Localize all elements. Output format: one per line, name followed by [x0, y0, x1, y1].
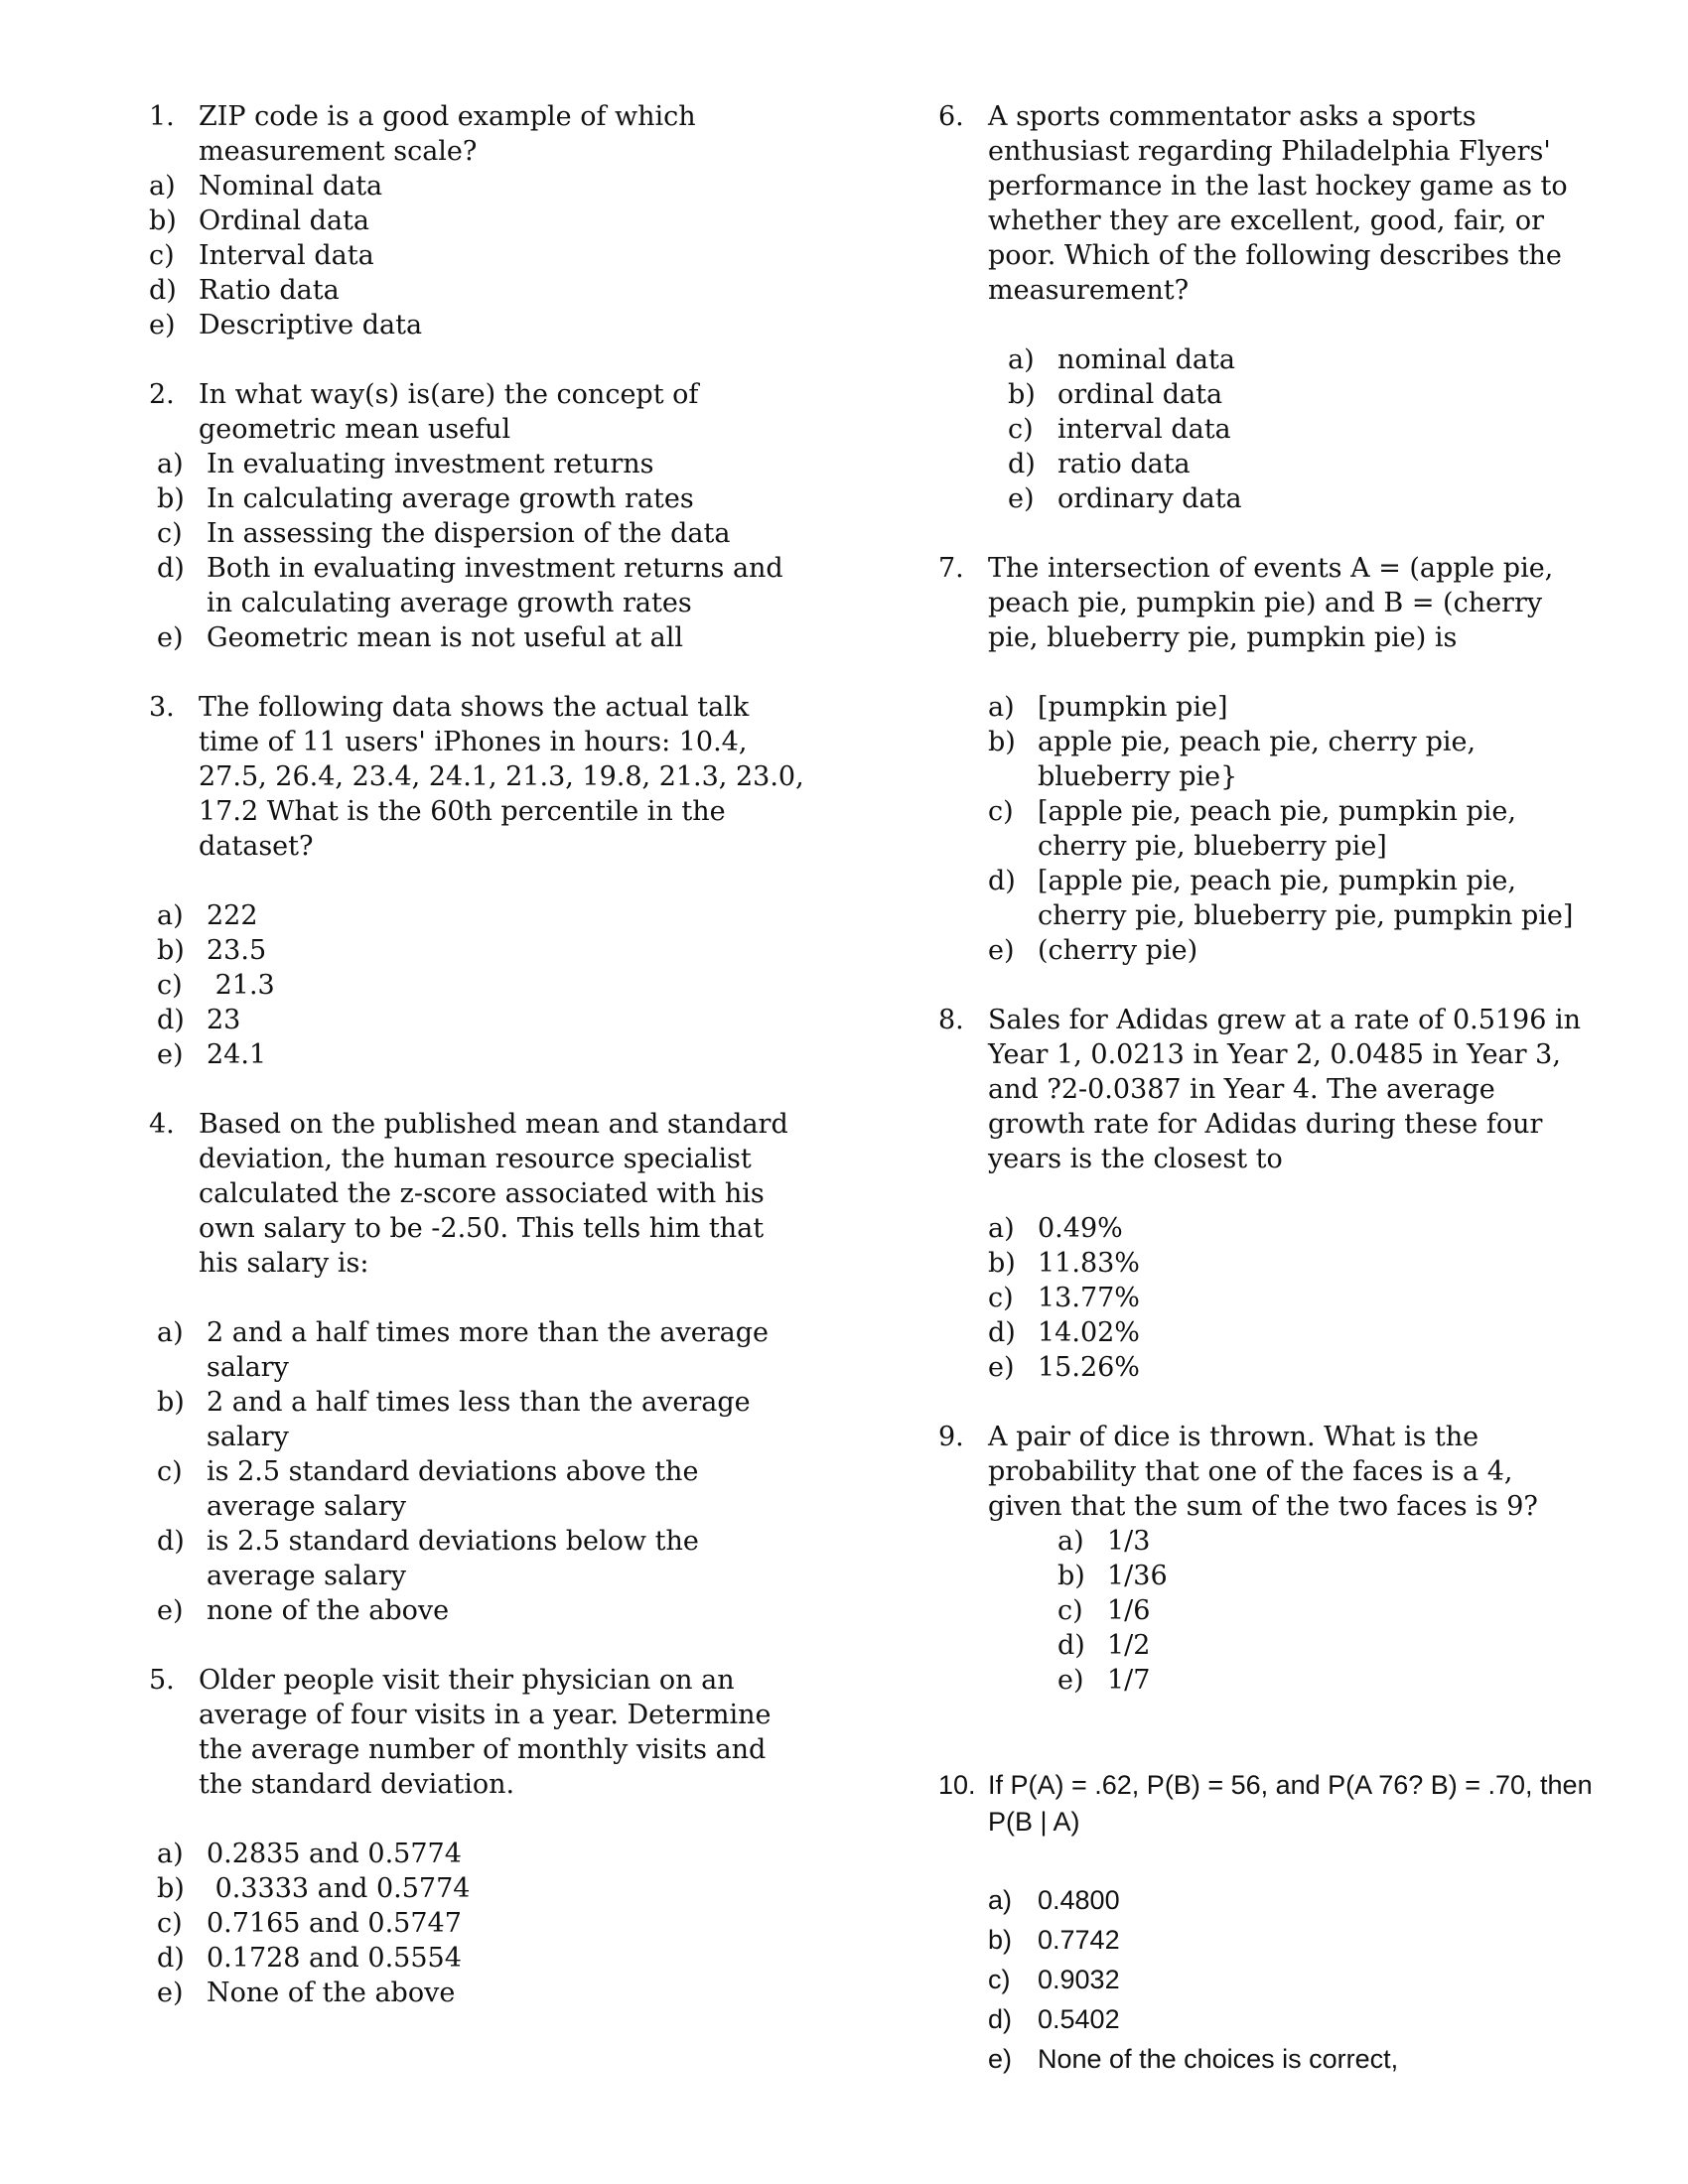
- question-number: 2.: [149, 379, 175, 410]
- option-d: [149, 1941, 804, 1976]
- option-letter: c): [1008, 414, 1034, 445]
- option-text: [pumpkin pie]: [1038, 692, 1228, 723]
- question-8: [938, 1003, 1594, 1385]
- option-text: (cherry pie): [1038, 935, 1198, 966]
- option-letter: d): [988, 1317, 1016, 1348]
- option-text: 2 and a half times more than the average salary: [207, 1317, 770, 1383]
- option-letter: e): [988, 935, 1015, 966]
- question-number: 4.: [149, 1109, 175, 1140]
- option-letter: e): [157, 1039, 184, 1070]
- option-letter: c): [157, 518, 183, 549]
- question-text: A pair of dice is thrown. What is the probability that one of the faces is a 4, given that the sum of the two faces is 9?: [988, 1422, 1538, 1522]
- option-d: [938, 1628, 1594, 1663]
- question-text: Sales for Adidas grew at a rate of 0.5196 in Year 1, 0.0213 in Year 2, 0.0485 in Year 3, and ?2-0.0387 in Year 4. The average growth rate for Adidas during these four years is the closest to: [988, 1005, 1582, 1174]
- option-letter: c): [988, 796, 1014, 827]
- spacer: [149, 1281, 804, 1315]
- option-letter: b): [1057, 1561, 1085, 1591]
- option-d: [149, 551, 804, 620]
- option-text: is 2.5 standard deviations above the average salary: [207, 1456, 699, 1522]
- question-text: The intersection of events A = (apple pie, peach pie, pumpkin pie) and B = (cherry pie, blueberry pie, pumpkin pie) is: [988, 553, 1554, 653]
- option-letter: c): [988, 1283, 1014, 1313]
- option-letter: e): [157, 1595, 184, 1626]
- option-e: [938, 1350, 1594, 1385]
- option-text: In evaluating investment returns: [207, 449, 654, 479]
- option-text: 0.9032: [1038, 1965, 1120, 1994]
- right-column: [938, 99, 1594, 2114]
- option-letter: b): [157, 935, 185, 966]
- option-a: [149, 1837, 804, 1871]
- question-number: 1.: [149, 101, 175, 132]
- option-text: 24.1: [207, 1039, 267, 1070]
- option-b: [938, 1246, 1594, 1281]
- option-b: [149, 1871, 804, 1906]
- option-e: [149, 308, 804, 342]
- option-letter: b): [157, 1873, 185, 1904]
- question-number: 9.: [938, 1422, 964, 1452]
- option-a: [938, 1880, 1594, 1920]
- spacer: [938, 308, 1594, 342]
- option-text: 0.7742: [1038, 1925, 1120, 1955]
- option-text: 13.77%: [1038, 1283, 1140, 1313]
- option-a: [149, 1315, 804, 1385]
- question-text: In what way(s) is(are) the concept of geometric mean useful: [199, 379, 699, 445]
- option-a: [149, 169, 804, 204]
- question-2: [149, 377, 804, 655]
- option-letter: c): [988, 1965, 1011, 1994]
- option-d: [938, 1999, 1594, 2039]
- option-b: [149, 204, 804, 238]
- option-letter: c): [149, 240, 175, 271]
- option-a: [149, 447, 804, 481]
- question-stem: [149, 99, 804, 169]
- option-text: 0.5402: [1038, 2004, 1120, 2034]
- option-a: [149, 898, 804, 933]
- option-e: [938, 2039, 1594, 2079]
- option-text: 0.1728 and 0.5554: [207, 1943, 462, 1974]
- option-text: 1/36: [1107, 1561, 1168, 1591]
- option-c: [938, 1281, 1594, 1315]
- option-text: [apple pie, peach pie, pumpkin pie, cherry pie, blueberry pie]: [1038, 796, 1516, 862]
- option-text: ordinary data: [1057, 483, 1242, 514]
- option-letter: b): [1008, 379, 1036, 410]
- option-text: interval data: [1057, 414, 1231, 445]
- option-e: [149, 1037, 804, 1072]
- option-text: is 2.5 standard deviations below the average salary: [207, 1526, 699, 1591]
- option-text: 1/2: [1107, 1630, 1151, 1661]
- option-a: [938, 342, 1594, 377]
- question-number: 8.: [938, 1005, 964, 1035]
- option-letter: d): [1057, 1630, 1085, 1661]
- option-letter: e): [157, 1978, 184, 2008]
- option-text: 23.5: [207, 935, 267, 966]
- question-stem: [938, 99, 1594, 308]
- option-letter: e): [149, 310, 176, 341]
- question-7: [938, 551, 1594, 968]
- option-c: [938, 412, 1594, 447]
- question-6: [938, 99, 1594, 516]
- option-letter: e): [1057, 1665, 1084, 1696]
- option-c: [149, 968, 804, 1003]
- option-text: 222: [207, 900, 258, 931]
- option-letter: a): [1008, 344, 1035, 375]
- option-c: [938, 1960, 1594, 1999]
- option-text: [apple pie, peach pie, pumpkin pie, cherry pie, blueberry pie, pumpkin pie]: [1038, 866, 1574, 931]
- option-letter: b): [157, 1387, 185, 1418]
- option-letter: a): [157, 449, 184, 479]
- option-text: 0.49%: [1038, 1213, 1123, 1244]
- question-text: If P(A) = .62, P(B) = 56, and P(A 76? B) = .70, then P(B | A): [988, 1770, 1593, 1837]
- option-text: 14.02%: [1038, 1317, 1140, 1348]
- question-text: Older people visit their physician on an average of four visits in a year. Determine the average number of monthly visits and the standard deviation.: [199, 1665, 772, 1800]
- option-letter: c): [157, 1456, 183, 1487]
- question-stem: [149, 690, 804, 864]
- option-d: [149, 1003, 804, 1037]
- option-c: [938, 1593, 1594, 1628]
- option-letter: d): [157, 1005, 185, 1035]
- option-letter: a): [988, 1885, 1013, 1915]
- option-text: 0.7165 and 0.5747: [207, 1908, 462, 1939]
- option-d: [938, 1315, 1594, 1350]
- option-b: [938, 1559, 1594, 1593]
- option-e: [938, 1663, 1594, 1698]
- question-number: 5.: [149, 1665, 175, 1696]
- spacer: [938, 1176, 1594, 1211]
- option-letter: c): [157, 970, 183, 1001]
- option-letter: a): [157, 900, 184, 931]
- question-5: [149, 1663, 804, 2010]
- option-text: Both in evaluating investment returns and in calculating average growth rates: [207, 553, 783, 618]
- option-b: [938, 377, 1594, 412]
- option-text: Ratio data: [199, 275, 340, 306]
- question-9: [938, 1420, 1594, 1698]
- question-number: 6.: [938, 101, 964, 132]
- option-a: [938, 1211, 1594, 1246]
- option-text: 1/3: [1107, 1526, 1151, 1557]
- option-text: 2 and a half times less than the average salary: [207, 1387, 751, 1452]
- option-text: Nominal data: [199, 171, 383, 202]
- option-text: 0.3333 and 0.5774: [207, 1873, 471, 1904]
- option-b: [149, 933, 804, 968]
- option-c: [149, 1454, 804, 1524]
- option-text: None of the above: [207, 1978, 456, 2008]
- option-text: Interval data: [199, 240, 374, 271]
- option-d: [938, 447, 1594, 481]
- spacer: [938, 1841, 1594, 1880]
- option-e: [149, 620, 804, 655]
- spacer: [149, 1802, 804, 1837]
- option-letter: d): [157, 1943, 185, 1974]
- option-letter: b): [988, 1248, 1016, 1279]
- option-letter: a): [1057, 1526, 1084, 1557]
- option-e: [938, 481, 1594, 516]
- option-letter: b): [988, 1925, 1013, 1955]
- option-text: 0.4800: [1038, 1885, 1120, 1915]
- option-letter: e): [988, 2044, 1013, 2074]
- question-stem: [149, 1663, 804, 1802]
- question-10: [938, 1767, 1594, 2079]
- option-letter: e): [1008, 483, 1035, 514]
- option-letter: a): [157, 1839, 184, 1869]
- option-letter: e): [157, 622, 184, 653]
- option-text: Ordinal data: [199, 205, 369, 236]
- question-number: 3.: [149, 692, 175, 723]
- question-text: The following data shows the actual talk time of 11 users' iPhones in hours: 10.4, 27.5, 26.4, 23.4, 24.1, 21.3, 19.8, 21.3, 23.0, 17.2 What is the 60th percentile in the dataset?: [199, 692, 804, 862]
- option-text: ratio data: [1057, 449, 1191, 479]
- question-stem: [938, 1767, 1594, 1841]
- option-text: ordinal data: [1057, 379, 1223, 410]
- question-number: 10.: [938, 1770, 976, 1800]
- option-b: [938, 1920, 1594, 1960]
- option-b: [938, 725, 1594, 794]
- option-letter: c): [157, 1908, 183, 1939]
- question-stem: [149, 1107, 804, 1281]
- option-c: [149, 1906, 804, 1941]
- option-text: 0.2835 and 0.5774: [207, 1839, 462, 1869]
- option-e: [149, 1593, 804, 1628]
- option-text: 1/6: [1107, 1595, 1151, 1626]
- question-stem: [149, 377, 804, 447]
- question-4: [149, 1107, 804, 1628]
- option-text: nominal data: [1057, 344, 1235, 375]
- option-text: In assessing the dispersion of the data: [207, 518, 731, 549]
- option-letter: b): [157, 483, 185, 514]
- question-stem: [938, 1003, 1594, 1176]
- question-stem: [938, 1420, 1594, 1524]
- option-text: In calculating average growth rates: [207, 483, 694, 514]
- option-d: [149, 273, 804, 308]
- option-a: [938, 1524, 1594, 1559]
- option-e: [149, 1976, 804, 2010]
- question-stem: [938, 551, 1594, 655]
- spacer: [149, 864, 804, 898]
- option-letter: a): [157, 1317, 184, 1348]
- question-number: 7.: [938, 553, 964, 584]
- question-1: [149, 99, 804, 342]
- option-c: [149, 238, 804, 273]
- question-text: ZIP code is a good example of which measurement scale?: [199, 101, 696, 167]
- option-letter: d): [988, 2004, 1013, 2034]
- option-text: none of the above: [207, 1595, 450, 1626]
- option-d: [938, 864, 1594, 933]
- option-letter: e): [988, 1352, 1015, 1383]
- option-text: 1/7: [1107, 1665, 1151, 1696]
- option-letter: b): [149, 205, 177, 236]
- option-letter: c): [1057, 1595, 1083, 1626]
- option-text: 11.83%: [1038, 1248, 1140, 1279]
- option-letter: d): [157, 553, 185, 584]
- option-text: 23: [207, 1005, 241, 1035]
- option-c: [149, 516, 804, 551]
- option-e: [938, 933, 1594, 968]
- question-3: [149, 690, 804, 1072]
- option-text: Descriptive data: [199, 310, 423, 341]
- option-letter: d): [157, 1526, 185, 1557]
- option-a: [938, 690, 1594, 725]
- question-text: A sports commentator asks a sports enthusiast regarding Philadelphia Flyers' performance in the last hockey game as to whether they are excellent, good, fair, or poor. Which of the following describes the measurement?: [988, 101, 1568, 306]
- option-b: [149, 481, 804, 516]
- option-letter: a): [988, 1213, 1015, 1244]
- option-text: 15.26%: [1038, 1352, 1140, 1383]
- option-letter: d): [1008, 449, 1036, 479]
- option-letter: d): [988, 866, 1016, 896]
- option-d: [149, 1524, 804, 1593]
- option-text: None of the choices is correct,: [1038, 2044, 1399, 2074]
- option-letter: a): [149, 171, 176, 202]
- option-letter: d): [149, 275, 177, 306]
- option-text: apple pie, peach pie, cherry pie, blueberry pie}: [1038, 727, 1477, 792]
- option-c: [938, 794, 1594, 864]
- option-b: [149, 1385, 804, 1454]
- left-column: [149, 99, 804, 2045]
- option-text: Geometric mean is not useful at all: [207, 622, 684, 653]
- question-text: Based on the published mean and standard deviation, the human resource specialist calculated the z-score associated with his own salary to be -2.50. This tells him that his salary is:: [199, 1109, 788, 1279]
- spacer: [938, 655, 1594, 690]
- option-text: 21.3: [207, 970, 275, 1001]
- option-letter: a): [988, 692, 1015, 723]
- option-letter: b): [988, 727, 1016, 757]
